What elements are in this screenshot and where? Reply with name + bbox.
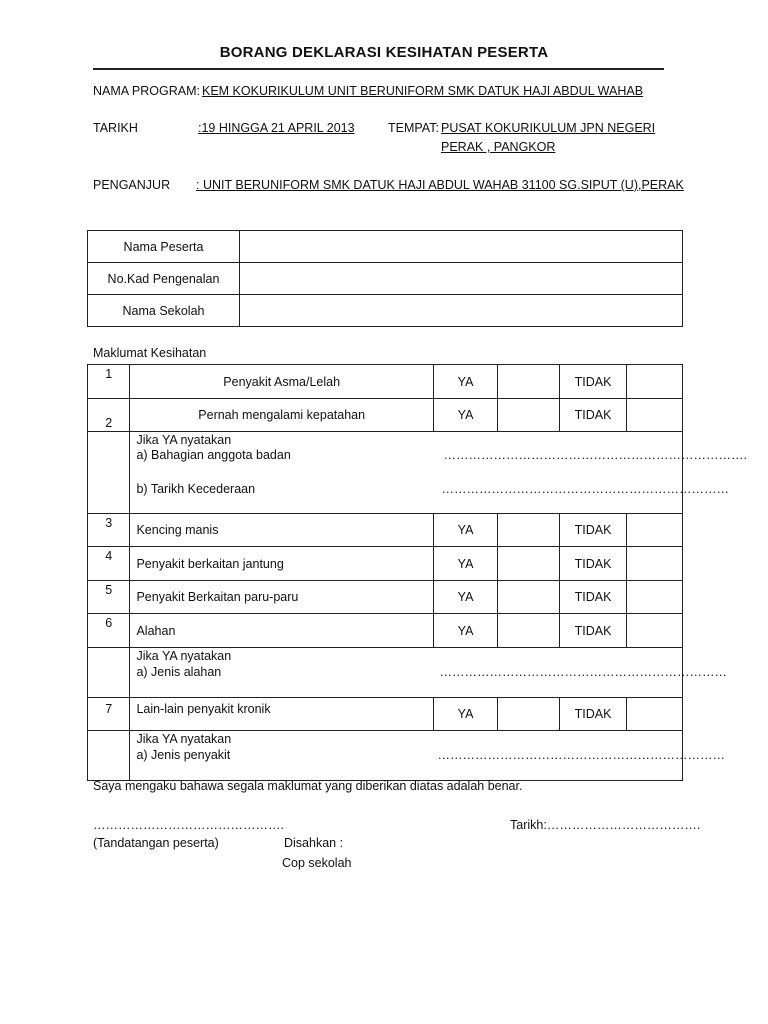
- table-row: [88, 614, 683, 648]
- tidak-label: TIDAK: [560, 399, 627, 432]
- nama-sekolah-label: Nama Sekolah: [88, 295, 240, 327]
- health-heading: Maklumat Kesihatan: [93, 346, 207, 360]
- jenis-alahan-dots: ……………………………………………………………: [439, 665, 727, 679]
- table-row: [88, 514, 683, 547]
- tempat-label: TEMPAT:: [388, 121, 439, 135]
- cop-sekolah-label: Cop sekolah: [282, 856, 352, 870]
- tarikh-label: TARIKH: [93, 121, 138, 135]
- ya-checkbox-1[interactable]: [498, 365, 560, 399]
- kad-pengenalan-label: No.Kad Pengenalan: [88, 263, 240, 295]
- item-number: 6: [88, 614, 130, 648]
- tidak-checkbox-5[interactable]: [626, 581, 682, 614]
- tidak-label: TIDAK: [560, 514, 627, 547]
- nama-peserta-label: Nama Peserta: [88, 231, 240, 263]
- table-row: [88, 648, 683, 698]
- disahkan-label: Disahkan :: [284, 836, 344, 850]
- item-number: 2: [88, 399, 130, 432]
- table-row: [88, 295, 683, 327]
- item-number: 4: [88, 547, 130, 581]
- tarikh-kecederaan-label: b) Tarikh Kecederaan: [136, 482, 256, 496]
- item-label: Penyakit berkaitan jantung: [130, 547, 433, 581]
- tempat-value-line2: PERAK , PANGKOR: [441, 140, 556, 154]
- signature-label: (Tandatangan peserta): [93, 836, 219, 850]
- penganjur-label: PENGANJUR: [93, 178, 171, 192]
- tidak-checkbox-4[interactable]: [626, 547, 682, 581]
- tidak-checkbox-1[interactable]: [626, 365, 682, 399]
- jika-ya-label: Jika YA nyatakan: [136, 732, 232, 746]
- declaration-text: Saya mengaku bahawa segala maklumat yang diberikan diatas adalah benar.: [93, 779, 523, 793]
- item-label: Penyakit Asma/Lelah: [130, 365, 433, 399]
- item-label: Penyakit Berkaitan paru-paru: [130, 581, 433, 614]
- table-row: [88, 263, 683, 295]
- ya-label: YA: [433, 581, 497, 614]
- nama-sekolah-field[interactable]: [240, 295, 683, 327]
- penganjur-value: : UNIT BERUNIFORM SMK DATUK HAJI ABDUL WAHAB 31100 SG.SIPUT (U),PERAK: [196, 178, 684, 192]
- tarikh-kecederaan-dots: ……………………………………………………………: [441, 482, 729, 496]
- tidak-label: TIDAK: [560, 698, 627, 731]
- health-table: [87, 364, 747, 781]
- ya-label: YA: [433, 365, 497, 399]
- ya-checkbox-3[interactable]: [498, 514, 560, 547]
- item-number: 1: [88, 365, 130, 399]
- ya-label: YA: [433, 514, 497, 547]
- ya-checkbox-6[interactable]: [498, 614, 560, 648]
- tidak-checkbox-6[interactable]: [626, 614, 682, 648]
- jenis-penyakit-dots: ……………………………………………………………: [437, 748, 725, 762]
- kad-pengenalan-field[interactable]: [240, 263, 683, 295]
- ya-checkbox-4[interactable]: [498, 547, 560, 581]
- table-row: [88, 432, 683, 514]
- title-divider: [93, 68, 664, 70]
- program-value: KEM KOKURIKULUM UNIT BERUNIFORM SMK DATUK HAJI ABDUL WAHAB: [202, 84, 644, 98]
- tidak-label: TIDAK: [560, 365, 627, 399]
- condition-details-7[interactable]: [130, 731, 725, 781]
- bahagian-anggota-label: a) Bahagian anggota badan: [136, 448, 291, 462]
- tidak-checkbox-7[interactable]: [626, 698, 682, 731]
- jika-ya-label: Jika YA nyatakan: [136, 433, 232, 447]
- table-row: [88, 399, 683, 432]
- item-label: Kencing manis: [130, 514, 433, 547]
- table-row: [88, 365, 683, 399]
- tidak-checkbox-3[interactable]: [626, 514, 682, 547]
- signature-line[interactable]: ……………………………………….: [93, 818, 284, 832]
- ya-label: YA: [433, 547, 497, 581]
- form-title: BORANG DEKLARASI KESIHATAN PESERTA: [219, 44, 549, 61]
- tidak-checkbox-2[interactable]: [626, 399, 682, 432]
- tidak-label: TIDAK: [560, 547, 627, 581]
- table-row: [88, 731, 683, 781]
- jenis-penyakit-label: a) Jenis penyakit: [136, 748, 231, 762]
- item-number: 3: [88, 514, 130, 547]
- table-row: [88, 698, 683, 731]
- jenis-alahan-label: a) Jenis alahan: [136, 665, 222, 679]
- tidak-label: TIDAK: [560, 581, 627, 614]
- ya-checkbox-5[interactable]: [498, 581, 560, 614]
- item-label: Alahan: [130, 614, 433, 648]
- tidak-label: TIDAK: [560, 614, 627, 648]
- item-number: 5: [88, 581, 130, 614]
- table-row: [88, 581, 683, 614]
- tarikh-signature-field[interactable]: Tarikh:……………………………….: [510, 818, 701, 832]
- item-label: Lain-lain penyakit kronik: [130, 698, 433, 731]
- ya-label: YA: [433, 698, 497, 731]
- jika-ya-label: Jika YA nyatakan: [136, 649, 232, 663]
- table-row: [88, 231, 683, 263]
- condition-details-2[interactable]: [130, 432, 747, 514]
- tarikh-value: :19 HINGGA 21 APRIL 2013: [198, 121, 355, 135]
- program-label: NAMA PROGRAM:: [93, 84, 200, 98]
- ya-label: YA: [433, 399, 497, 432]
- bahagian-anggota-dots: ……………………………………………………………….: [443, 448, 747, 462]
- item-label: Pernah mengalami kepatahan: [130, 399, 433, 432]
- table-row: [88, 547, 683, 581]
- ya-checkbox-2[interactable]: [498, 399, 560, 432]
- ya-label: YA: [433, 614, 497, 648]
- ya-checkbox-7[interactable]: [498, 698, 560, 731]
- condition-details-6[interactable]: [130, 648, 727, 698]
- participant-info-table: [87, 230, 683, 327]
- nama-peserta-field[interactable]: [240, 231, 683, 263]
- tempat-value-line1: PUSAT KOKURIKULUM JPN NEGERI: [441, 121, 656, 135]
- item-number: 7: [88, 698, 130, 731]
